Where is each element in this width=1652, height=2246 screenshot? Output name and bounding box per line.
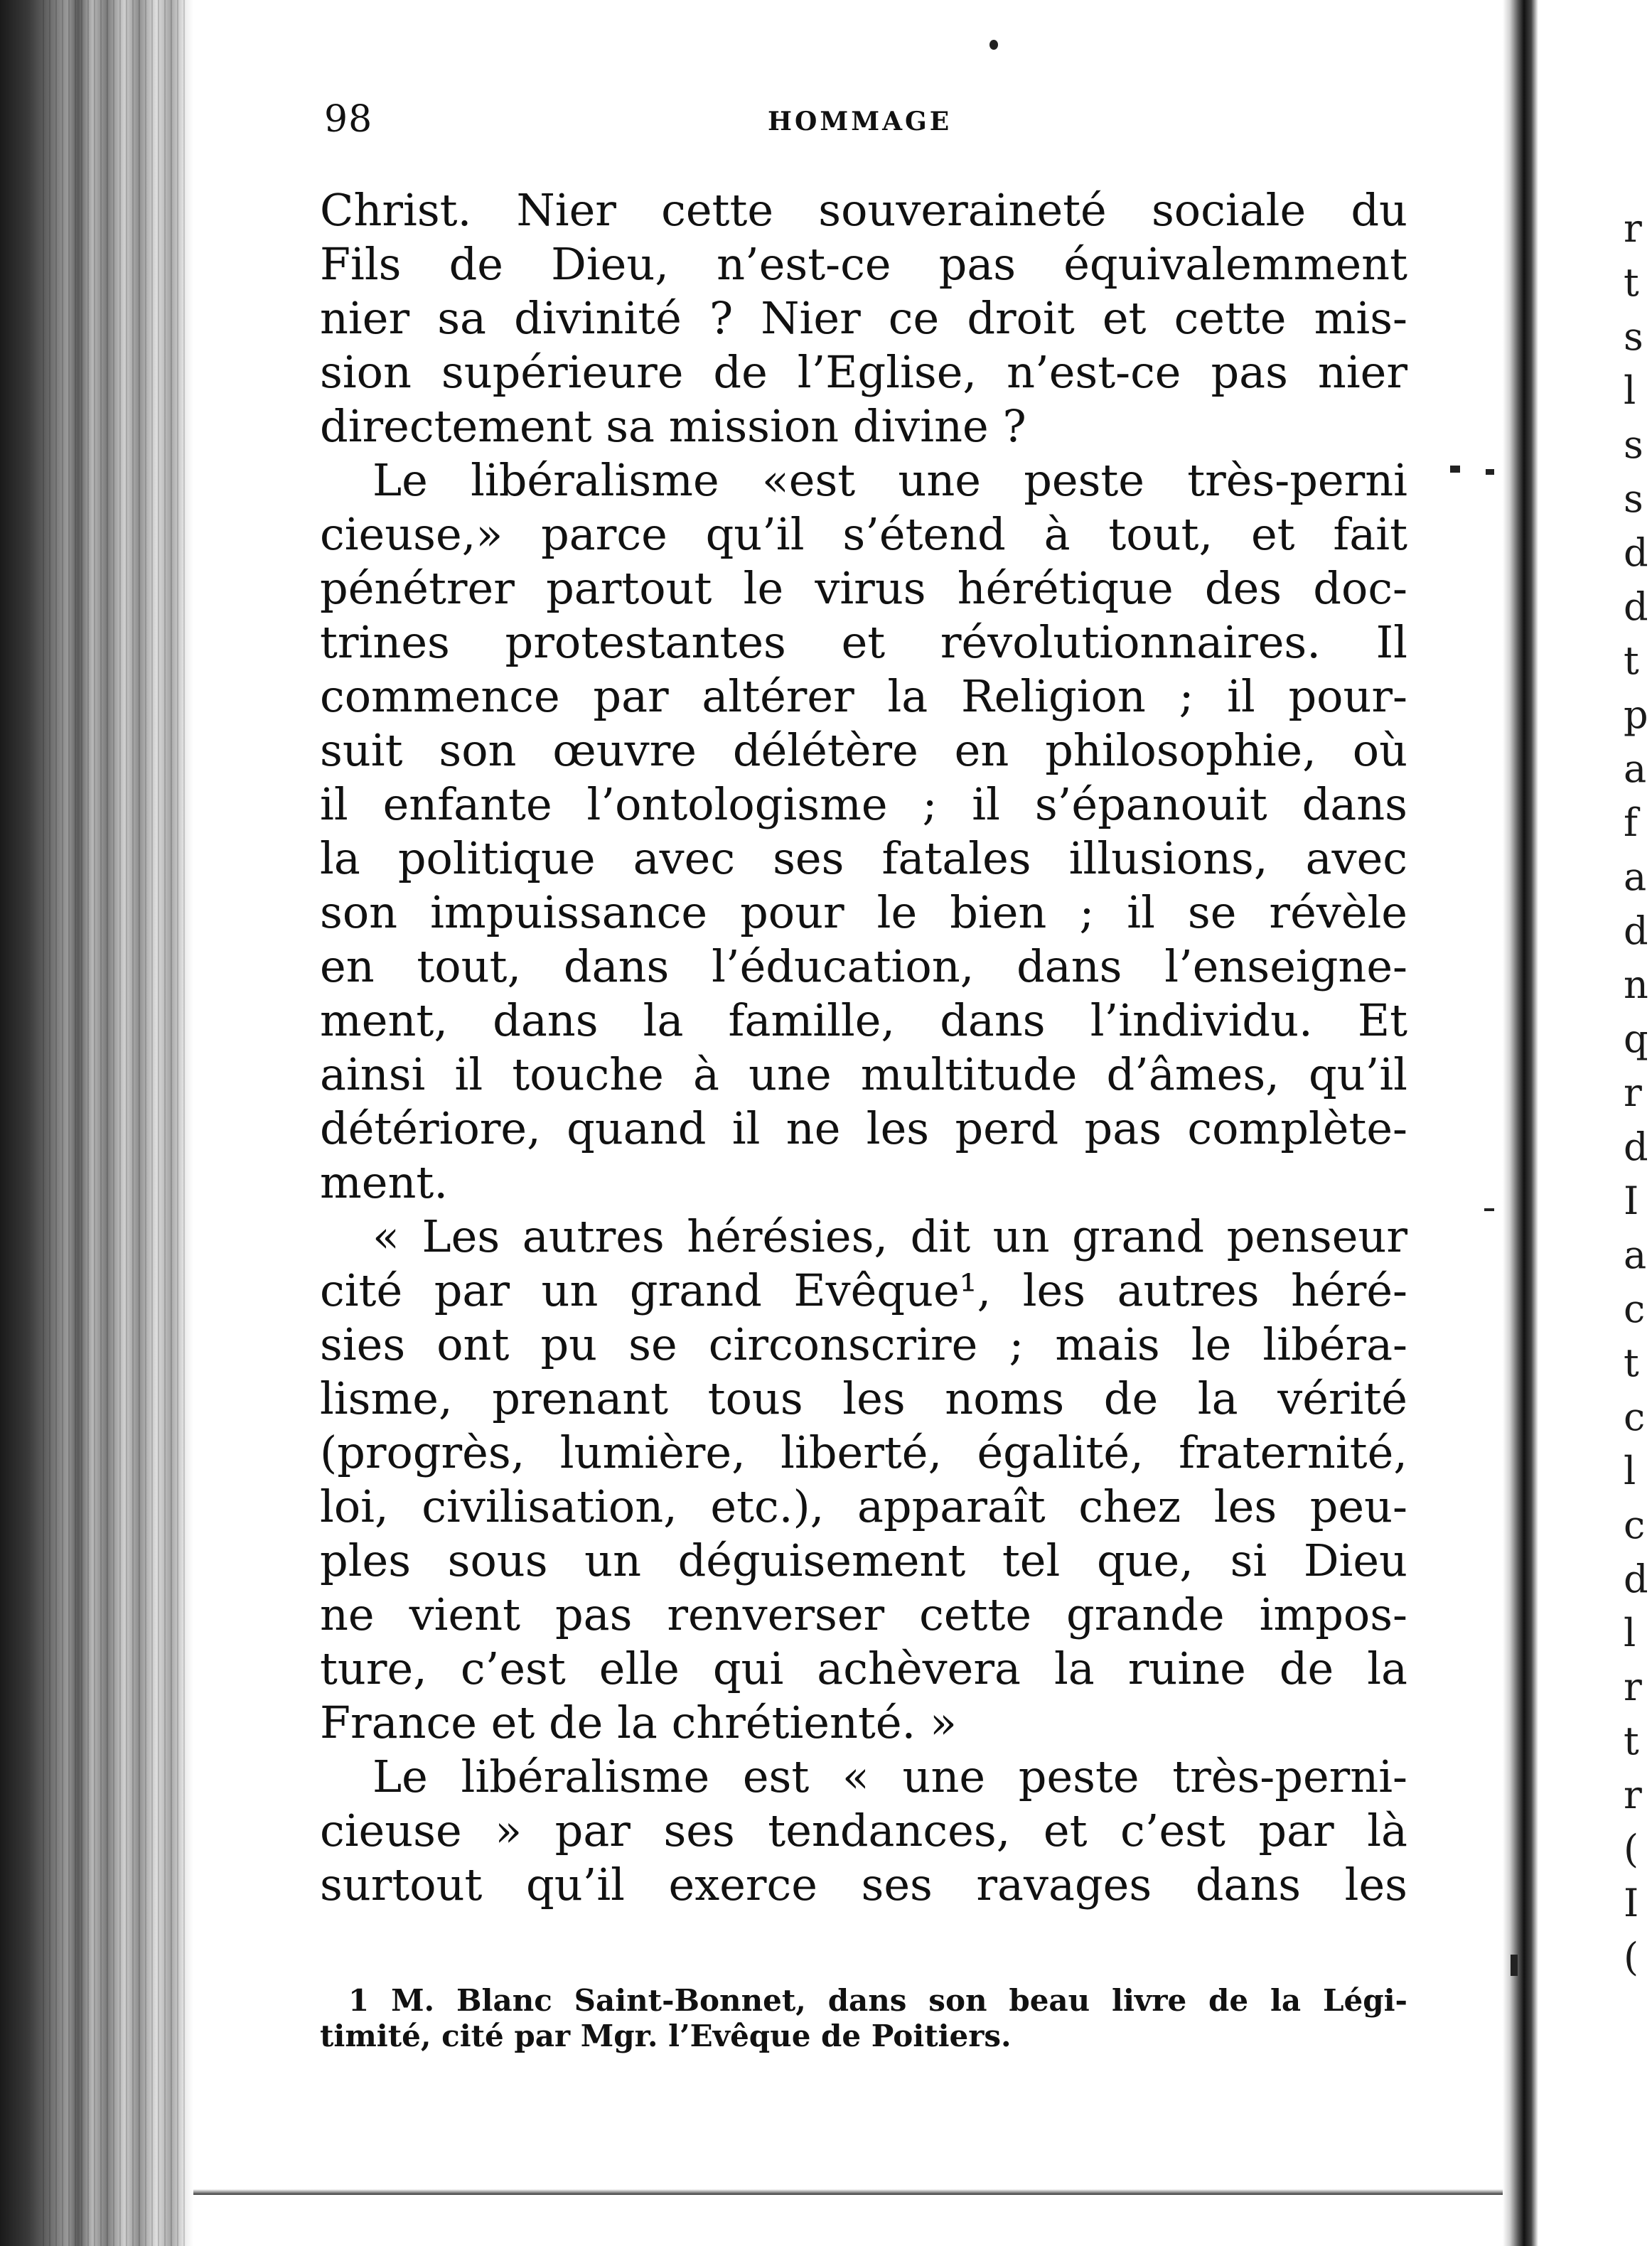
page-number: 98 [324,98,373,141]
facing-page-letter: d [1624,1557,1648,1601]
facing-page-letter: ( [1624,1827,1639,1871]
text-line: cieuse » par ses tendances, et c’est par là [320,1805,1407,1857]
ink-dot [989,40,998,50]
text-line: commence par altérer la Religion ; il pour- [320,670,1407,722]
facing-page-letter: l [1624,368,1636,413]
text-line: directement sa mission divine ? [320,400,1026,452]
facing-page-letter: f [1624,800,1638,845]
print-mark [1484,1208,1494,1211]
facing-page-letter: d [1624,530,1648,575]
text-line: ment, dans la famille, dans l’individu. Et [320,994,1407,1046]
text-line: la politique avec ses fatales illusions, avec [320,832,1407,884]
text-line: ment. [320,1156,449,1208]
facing-page-letter: s [1624,422,1643,467]
facing-page-letter: t [1624,1340,1639,1385]
text-line: sies ont pu se circonscrire ; mais le libéra- [320,1318,1407,1370]
text-line: détériore, quand il ne les perd pas complète- [320,1102,1407,1154]
facing-page-letter: a [1624,1232,1647,1277]
facing-page-letter: t [1624,260,1639,305]
text-line: suit son œuvre délétère en philosophie, où [320,724,1407,776]
footnote-line: 1 M. Blanc Saint-Bonnet, dans son beau livre de la Légi- [348,1983,1407,2018]
text-line: Christ. Nier cette souveraineté sociale du [320,184,1407,236]
page-gutter [1503,0,1538,2246]
facing-page-letter: r [1624,1773,1642,1817]
print-mark [1511,1955,1518,1976]
text-line: Le libéralisme «est une peste très-perni [372,454,1407,506]
text-line: ples sous un déguisement tel que, si Dieu [320,1535,1407,1586]
facing-page-letter: I [1624,1178,1639,1223]
footnote-line: timité, cité par Mgr. l’Evêque de Poitiers. [320,2019,1012,2053]
running-head: HOMMAGE [768,107,953,136]
facing-page-letter: p [1624,692,1648,737]
text-line: (progrès, lumière, liberté, égalité, fraternité, [320,1426,1407,1478]
facing-page-fragment [1538,0,1652,2246]
facing-page-letter: ( [1624,1935,1639,1979]
text-line: cieuse,» parce qu’il s’étend à tout, et fait [320,508,1407,560]
text-line: Fils de Dieu, n’est-ce pas équivalemment [320,238,1407,290]
text-line: ne vient pas renverser cette grande impos- [320,1589,1407,1640]
facing-page-letter: c [1624,1503,1646,1547]
facing-page-letter: d [1624,1124,1648,1169]
page-stack-lines [43,0,185,2246]
text-line: cité par un grand Evêque¹, les autres héré- [320,1264,1407,1316]
facing-page-letter: r [1624,206,1642,251]
text-line: trines protestantes et révolutionnaires. Il [320,616,1407,668]
facing-page-letter: r [1624,1665,1642,1709]
facing-page-letter: I [1624,1881,1639,1925]
facing-page-letter: c [1624,1395,1646,1439]
text-line: France et de la chrétienté. » [320,1697,957,1748]
text-line: sion supérieure de l’Eglise, n’est-ce pas nier [320,346,1407,398]
text-line: pénétrer partout le virus hérétique des doc- [320,562,1407,614]
facing-page-letter: l [1624,1449,1636,1493]
facing-page-letter: a [1624,854,1647,899]
text-line: ture, c’est elle qui achèvera la ruine de la [320,1643,1407,1694]
facing-page-letter: c [1624,1286,1646,1331]
facing-page-letter: l [1624,1611,1636,1655]
text-line: en tout, dans l’éducation, dans l’enseigne- [320,940,1407,992]
facing-page-letter: s [1624,314,1643,359]
facing-page-letter: q [1624,1016,1648,1061]
facing-page-letter: d [1624,584,1648,629]
body-text [320,183,1407,1912]
facing-page-letter: s [1624,476,1643,521]
facing-page-letter: t [1624,638,1639,683]
text-line: il enfante l’ontologisme ; il s’épanouit dans [320,778,1407,830]
text-line: « Les autres hérésies, dit un grand penseur [372,1210,1407,1262]
text-line: son impuissance pour le bien ; il se révèle [320,886,1407,938]
facing-page-letter: t [1624,1719,1639,1763]
facing-page-letter: d [1624,908,1648,953]
text-line: ainsi il touche à une multitude d’âmes, qu’il [320,1048,1407,1100]
facing-page-letter: n [1624,962,1648,1007]
text-line: lisme, prenant tous les noms de la vérité [320,1372,1407,1424]
facing-page-letter: a [1624,746,1647,791]
footnote [320,1983,1407,2054]
text-line: loi, civilisation, etc.), apparaît chez les peu- [320,1481,1407,1532]
page-bottom-edge [193,2189,1503,2195]
text-line: Le libéralisme est « une peste très-perni- [372,1751,1407,1802]
print-mark [1486,469,1494,475]
text-line: nier sa divinité ? Nier ce droit et cette mis- [320,292,1407,344]
print-mark [1450,466,1460,473]
facing-page-letter: r [1624,1070,1642,1115]
text-line: surtout qu’il exerce ses ravages dans les [320,1859,1407,1911]
